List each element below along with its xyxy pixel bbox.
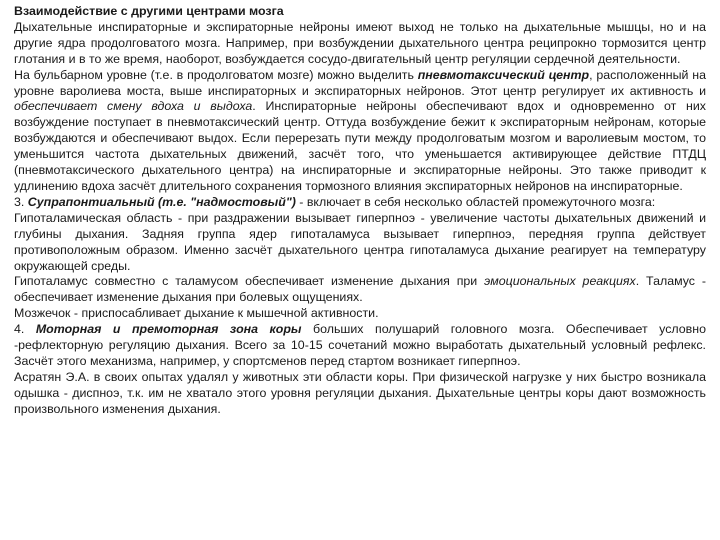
term-pneumotaxic-center: пневмотаксический центр (417, 67, 590, 82)
list-item-motor-cortex (14, 322, 706, 370)
paragraph-cerebellum: Мозжечок - приспосабливает дыхание к мышечной активности. (14, 306, 379, 321)
list-number: 3. (14, 194, 28, 209)
paragraph-text: больших полушарий головного мозга. Обеспечивает условно -рефлекторную регуляцию дыхания. Всего за 10-15 сочетаний можно выработать дыхательный условный рефлекс. Засчёт этого механизма, например, у спортсменов перед стартом возникает гиперпноэ. (14, 322, 706, 368)
paragraph-pneumotaxic-center (14, 68, 706, 195)
paragraph-thalamus (14, 274, 706, 306)
paragraph-text: . Таламус - обеспечивает изменение дыхания при болевых ощущениях. (14, 274, 706, 305)
list-item-suprapontine (14, 195, 706, 211)
paragraph-hypothalamus: Гипоталамическая область - при раздражении вызывает гиперпноэ - увеличение частоты дыхательных движений и глубины дыхания. Задняя группа ядер гипоталамуса вызывает гиперпноэ, передняя группа действует противоположным образом. Именно засчёт дыхательного центра гипоталамуса дыхание реагирует на температуру окружающей среды. (14, 210, 706, 273)
paragraph-text: На бульбарном уровне (т.е. в продолговатом мозге) можно выделить (14, 67, 418, 82)
document-body (14, 4, 706, 418)
emphasis-emotional-reactions: эмоциональных реакциях (484, 274, 636, 289)
term-motor-cortex: Моторная и премоторная зона коры (35, 322, 302, 337)
paragraph-text: . Инспираторные нейроны обеспечивают вдох и одновременно от них возбуждение поступает в пневмотаксический центр. Оттуда возбуждение бежит к экспираторным нейронам, которые возбуждаются и обеспечивают выдох. Если перерезать пути между продолговатым мозгом и варолиевым мостом, то уменьшится частота дыхательных движений, засчёт того, что уменьшается активирующее действие ПТДЦ (пневмотаксического дыхательного центра) на инспираторные и экспираторные нейроны. Это также приводит к удлинению вдоха засчёт длительного сохранения тормозного влияния экспираторных нейронов на инспираторные. (14, 99, 706, 193)
emphasis-inhale-exhale: обеспечивает смену вдоха и выдоха (14, 99, 253, 114)
paragraph-brain-nuclei: Дыхательные инспираторные и экспираторные нейроны имеют выход не только на дыхательные мышцы, но и на другие ядра продолговатого мозга. Например, при возбуждении дыхательного центра реципрокно тормозится центр глотания и в то же время, наоборот, возбуждается сосудо-двигательный центр регуляции сердечной деятельности. (14, 19, 706, 66)
document-title: Взаимодействие с другими центрами мозга (14, 4, 284, 18)
paragraph-asratyan: Асратян Э.А. в своих опытах удалял у животных эти области коры. При физической нагрузке у них быстро возникала одышка - диспноэ, т.к. им не хватало этого уровня регуляции дыхания. Дыхательные центры коры дают возможность произвольного изменения дыхания. (14, 369, 706, 416)
paragraph-text: , расположенный на уровне варолиева моста, выше инспираторных и экспираторных нейронов. Этот центр регулирует их активность и (14, 67, 706, 98)
list-number: 4. (14, 322, 36, 337)
paragraph-text: - включает в себя несколько областей промежуточного мозга: (295, 194, 656, 209)
term-suprapontine: Супрапонтиальный (т.е. "надмостовый") (27, 194, 296, 209)
paragraph-text: Гипоталамус совместно с таламусом обеспечивает изменение дыхания при (14, 274, 485, 289)
